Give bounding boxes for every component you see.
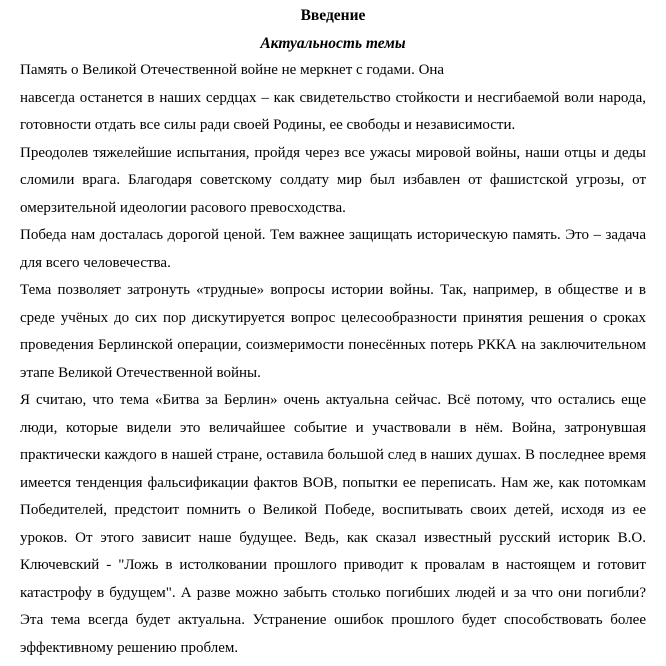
page-subtitle: Актуальность темы <box>260 34 406 52</box>
paragraph-relevance: Я считаю, что тема «Битва за Берлин» очень актуальна сейчас. Всё потому, что остались еще люди, которые видели это величайшее событие и участвовали в нём. Война, затронувшая практически каждого в нашей стране, оставила большой след в наших душах. В последнее время имеется тенденция фальсификации фактов ВОВ, попытки ее переписать. Нам же, как потомкам Победителей, предстоит помнить о Великой Победе, воспитывать своих детей, исходя из ее уроков. От этого зависит наше будущее. Ведь, как сказал известный русский историк В.О. Ключевский - "Ложь в истолковании прошлого приводит к провалам в настоящем и готовит катастрофу в будущем". А разве можно забыть столько погибших людей и за что они погибли? Эта тема всегда будет актуальна. Устранение ошибок прошлого будет способствовать более эффективному решению проблем. <box>20 392 646 656</box>
paragraph-historical-memory: Победа нам досталась дорогой ценой. Тем важнее защищать историческую память. Это – задача для всего человечества. <box>20 227 646 271</box>
page-title: Введение <box>300 7 366 24</box>
paragraph-intro-lead: Память о Великой Отечественной войне не меркнет с годами. Она <box>20 62 445 78</box>
paragraph-victory-over-enemy: Преодолев тяжелейшие испытания, пройдя через все ужасы мировой войны, наши отцы и деды сломили врага. Благодаря советскому солдату мир был избавлен от фашистской угрозы, от омерзительной идеологии расового превосходства. <box>20 144 646 216</box>
paragraph-memory: навсегда останется в наших сердцах – как свидетельство стойкости и несгибаемой воли народа, готовности отдать все силы ради своей Родины, ее свободы и независимости. <box>20 89 646 133</box>
paragraph-difficult-questions: Тема позволяет затронуть «трудные» вопросы истории войны. Так, например, в обществе и в среде учёных до сих пор дискутируется вопрос целесообразности принятия решения о сроках проведения Берлинской операции, соизмеримости понесённых потерь РККА на заключительном этапе Великой Отечественной войны. <box>20 282 646 381</box>
